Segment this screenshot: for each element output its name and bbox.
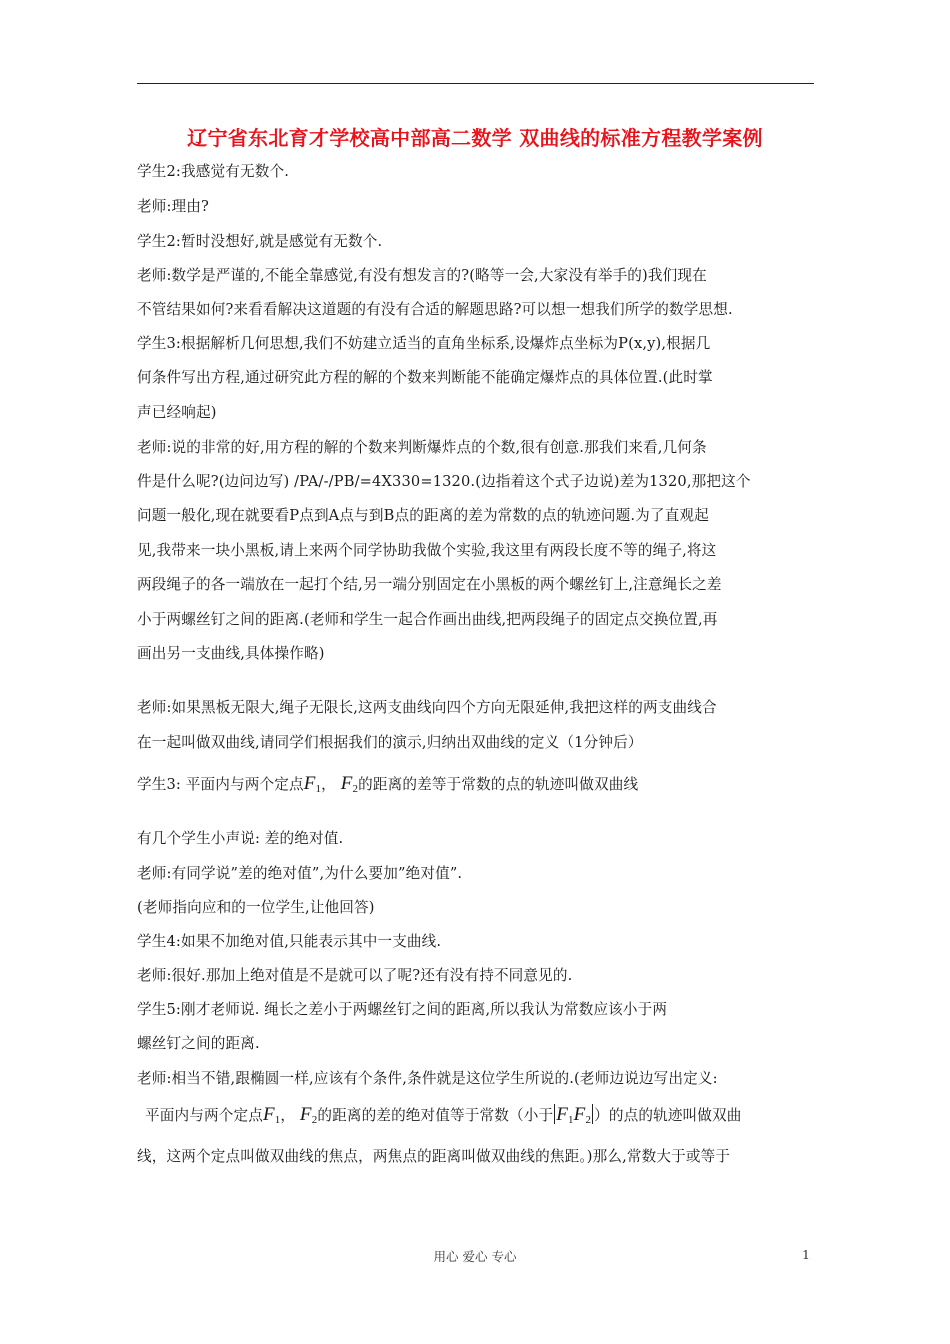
page-footer: 用心 爱心 专心 — [433, 1249, 517, 1264]
text-line: 件是什么呢?(边问边写) /PA/-/PB/=4X330=1320.(边指着这个式子边说)差为1320,那把这个 — [137, 473, 751, 490]
f2-symbol: F — [299, 1104, 312, 1125]
student3-prefix: 学生3: 平面内与两个定点 — [137, 776, 304, 793]
text-line: 见,我带来一块小黑板,请上来两个同学协助我做个实验,我这里有两段长度不等的绳子,将这 — [137, 542, 717, 559]
f1-symbol: F — [303, 773, 316, 794]
text-line: 画出另一支曲线,具体操作略) — [137, 645, 325, 662]
f2-symbol: F — [340, 773, 353, 794]
text-line: 老师:理由? — [137, 198, 210, 215]
text-line: 有几个学生小声说: 差的绝对值. — [137, 830, 344, 847]
f1-symbol: F — [262, 1104, 275, 1125]
separator: ， — [321, 776, 336, 793]
definition-prefix: 平面内与两个定点 — [145, 1107, 263, 1124]
text-line: 学生2:我感觉有无数个. — [137, 163, 289, 180]
text-line: 小于两螺丝钉之间的距离.(老师和学生一起合作画出曲线,把两段绳子的固定点交换位置,再 — [137, 611, 718, 628]
text-line: 老师:有同学说”差的绝对值”,为什么要加”绝对值”. — [137, 865, 463, 882]
text-line: 在一起叫做双曲线,请同学们根据我们的演示,归纳出双曲线的定义（1分钟后） — [137, 734, 643, 751]
text-line: 两段绳子的各一端放在一起打个结,另一端分别固定在小黑板的两个螺丝钉上,注意绳长之差 — [137, 576, 722, 593]
text-line: 问题一般化,现在就要看P点到A点与到B点的距离的差为常数的点的轨迹问题.为了直观起 — [137, 507, 709, 524]
header-rule — [137, 83, 814, 84]
text-line: 不管结果如何?来看看解决这道题的有没有合适的解题思路?可以想一想我们所学的数学思想. — [137, 301, 733, 318]
student3-definition-line — [137, 774, 638, 799]
definition-middle: 的距离的差的绝对值等于常数（小于 — [317, 1107, 554, 1124]
text-line: 老师:数学是严谨的,不能全靠感觉,有没有想发言的?(略等一会,大家没有举手的)我们现在 — [137, 267, 707, 284]
f2-subscript: 2 — [585, 1114, 592, 1126]
text-line: 老师:很好.那加上绝对值是不是就可以了呢?还有没有持不同意见的. — [137, 967, 573, 984]
document-title: 辽宁省东北育才学校高中部高二数学 双曲线的标准方程教学案例 — [187, 126, 763, 150]
separator: ， — [280, 1107, 296, 1124]
student3-suffix: 的距离的差等于常数的点的轨迹叫做双曲线 — [358, 776, 639, 793]
abs-bar-right — [592, 1104, 593, 1124]
text-line: 声已经响起) — [137, 404, 217, 421]
f1-subscript: 1 — [274, 1114, 281, 1126]
text-line: 螺丝钉之间的距离. — [137, 1035, 260, 1052]
f1-subscript: 1 — [315, 783, 322, 795]
f2-subscript: 2 — [352, 783, 359, 795]
text-line: 老师:如果黑板无限大,绳子无限长,这两支曲线向四个方向无限延伸,我把这样的两支曲线合 — [137, 699, 717, 716]
f2-symbol: F — [573, 1104, 586, 1125]
f1-symbol: F — [556, 1104, 569, 1125]
text-line: 线，这两个定点叫做双曲线的焦点，两焦点的距离叫做双曲线的焦距。)那么,常数大于或等于 — [137, 1148, 731, 1165]
text-line: 学生5:刚才老师说. 绳长之差小于两螺丝钉之间的距离,所以我认为常数应该小于两 — [137, 1001, 668, 1018]
f2-subscript: 2 — [311, 1114, 318, 1126]
text-line: 学生3:根据解析几何思想,我们不妨建立适当的直角坐标系,设爆炸点坐标为P(x,y),根据几 — [137, 335, 711, 352]
text-line: 学生2:暂时没想好,就是感觉有无数个. — [137, 233, 383, 250]
text-line: 学生4:如果不加绝对值,只能表示其中一支曲线. — [137, 933, 442, 950]
text-line: (老师指向应和的一位学生,让他回答) — [137, 899, 375, 916]
f1-subscript: 1 — [568, 1114, 574, 1126]
text-line: 老师:相当不错,跟椭圆一样,应该有个条件,条件就是这位学生所说的.(老师边说边写出定义: — [137, 1070, 718, 1087]
page-number: 1 — [802, 1247, 810, 1262]
text-line: 何条件写出方程,通过研究此方程的解的个数来判断能不能确定爆炸点的具体位置.(此时掌 — [137, 369, 713, 386]
definition-suffix: ）的点的轨迹叫做双曲 — [594, 1107, 742, 1124]
hyperbola-definition-line — [145, 1104, 742, 1130]
text-line: 老师:说的非常的好,用方程的解的个数来判断爆炸点的个数,很有创意.那我们来看,几何条 — [137, 439, 707, 456]
